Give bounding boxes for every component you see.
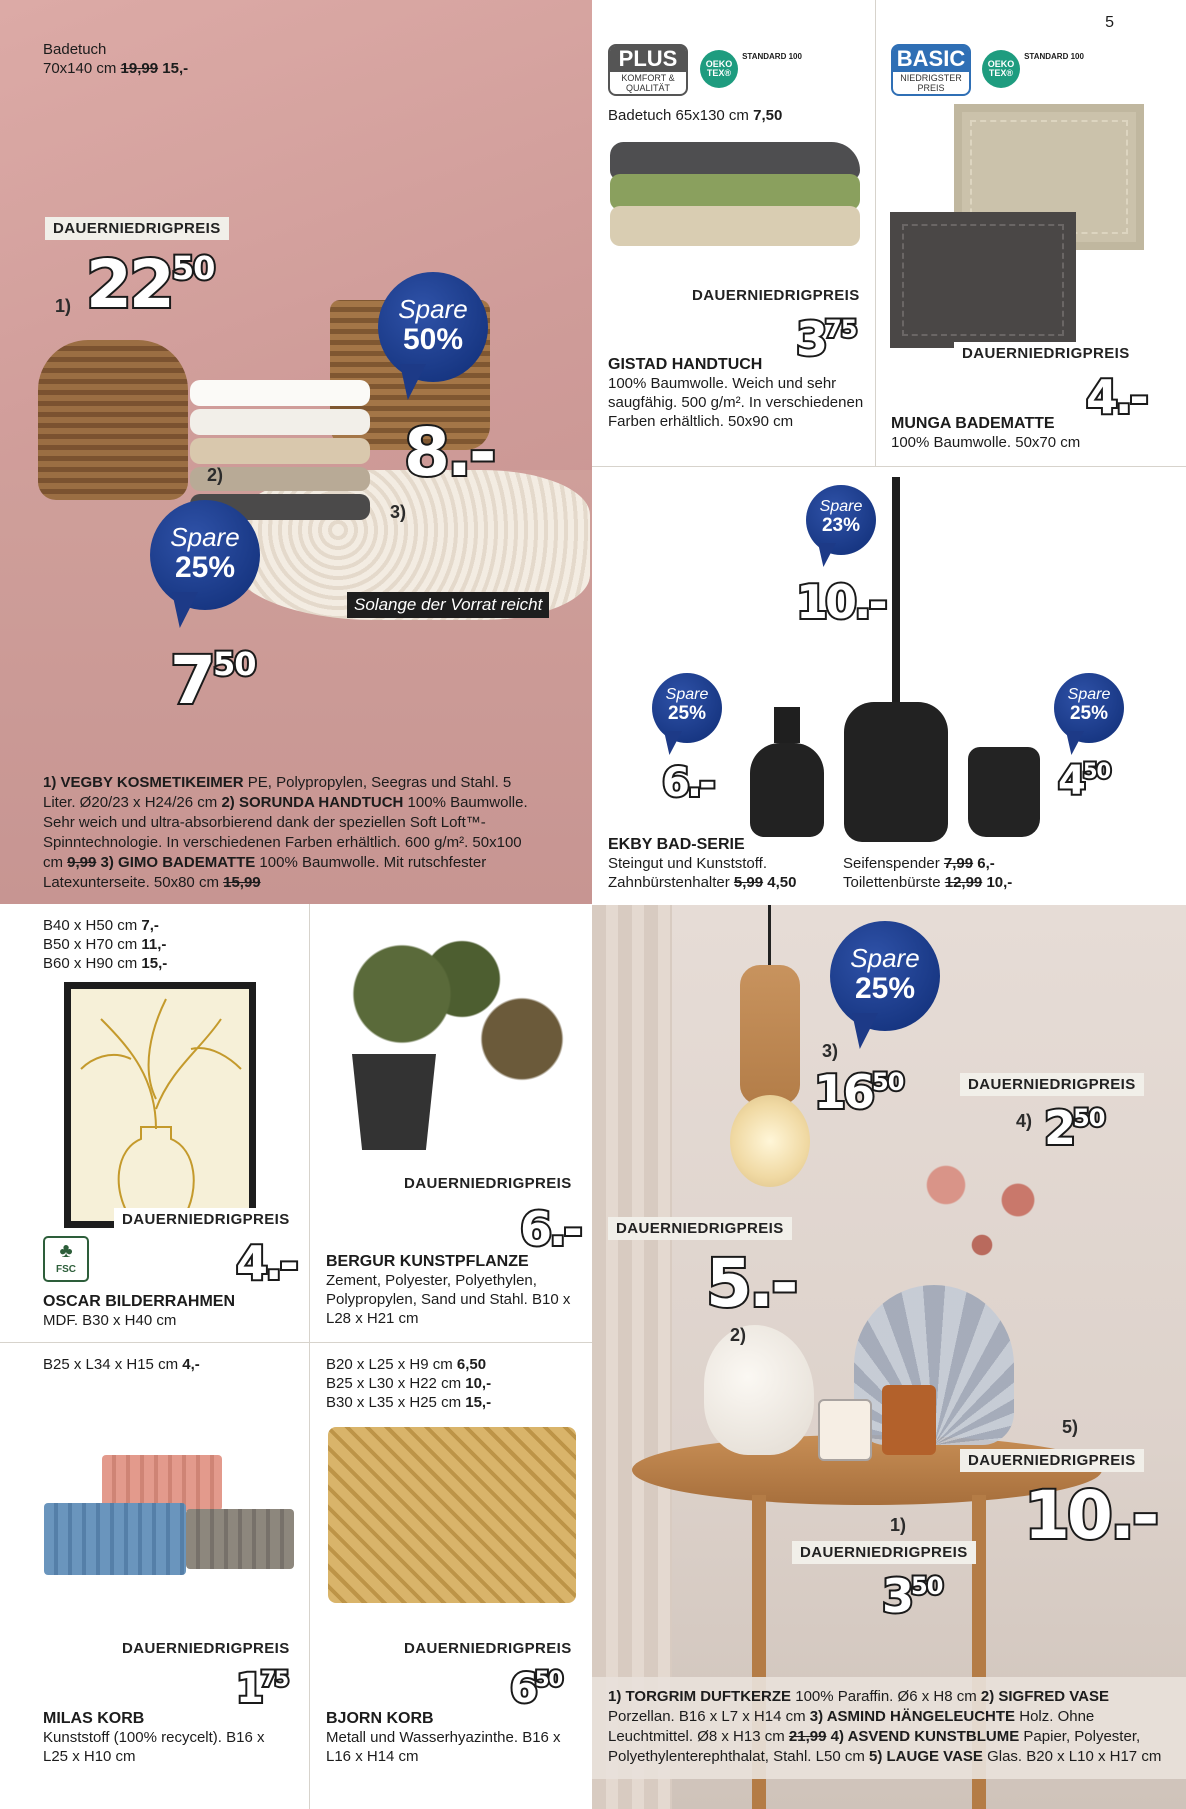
price-torgrim: 350	[882, 1569, 943, 1623]
ekby-panel	[592, 467, 1186, 904]
size-row: B30 x L35 x H25 cm 15,-	[326, 1394, 492, 1411]
dnp-badge-lauge: DAUERNIEDRIGPREIS	[960, 1449, 1144, 1472]
price-munga: 4.-	[1086, 370, 1146, 424]
dnp-badge-sigfred: DAUERNIEDRIGPREIS	[608, 1217, 792, 1240]
bathmat-dark-image	[890, 212, 1076, 348]
promo-panel	[0, 0, 592, 904]
item1-marker: 1)	[890, 1515, 907, 1535]
badetuch-new-price: 15,-	[162, 60, 189, 77]
badetuch-old-price: 19,99	[120, 60, 159, 77]
price-toothbrush-holder: 450	[1058, 758, 1111, 804]
item4-marker: 4)	[1016, 1111, 1033, 1131]
oeko-tex-logo: OEKO TEX®	[700, 50, 738, 88]
gistad-variant: Badetuch 65x130 cm 7,50	[608, 107, 783, 124]
crate-blue-image	[44, 1503, 186, 1575]
spare-25-bubble-deko: Spare 25%	[830, 921, 940, 1031]
item5-marker: 5)	[1062, 1417, 1079, 1437]
item1-marker: 1)	[55, 296, 72, 316]
size-row: B60 x H90 cm 15,-	[43, 955, 168, 972]
spare-25-bubble-right: Spare 25%	[1054, 673, 1124, 743]
spare-25-bubble: Spare 25%	[150, 500, 260, 610]
stock-note: Solange der Vorrat reicht	[347, 592, 549, 618]
soap-dispenser-image	[750, 707, 824, 837]
bergur-panel	[310, 904, 592, 1342]
size-row: B20 x L25 x H9 cm 6,50	[326, 1356, 487, 1373]
towels-image	[610, 142, 860, 264]
artificial-flower-image	[922, 1155, 1042, 1305]
dnp-badge-bergur: DAUERNIEDRIGPREIS	[396, 1172, 580, 1195]
price-sigfred: 5.-	[706, 1245, 796, 1322]
ekby-prices: Seifenspender 7,99 6,- Toilettenbürste 12,99 10,-	[843, 855, 1013, 891]
price-milas: 175	[236, 1666, 289, 1712]
gistad-panel	[592, 0, 875, 466]
bjorn-panel	[310, 1343, 592, 1809]
dnp-badge-bjorn: DAUERNIEDRIGPREIS	[396, 1637, 580, 1660]
bjorn-sizes	[326, 1355, 491, 1412]
ekby-details: EKBY BAD-SERIE Steingut und Kunststoff. Zahnbürstenhalter 5,99 4,50	[608, 836, 797, 891]
spare-25-bubble-left: Spare 25%	[652, 673, 722, 743]
vase-drawing	[71, 989, 249, 1221]
item3-marker: 3)	[390, 502, 407, 522]
page-number: 5	[1105, 14, 1114, 31]
munga-details: MUNGA BADEMATTE 100% Baumwolle. 50x70 cm	[891, 415, 1081, 451]
plant-pot-image	[352, 1054, 436, 1150]
toilet-brush-image	[892, 477, 900, 707]
deko-panel	[592, 905, 1186, 1809]
price-lauge: 10.-	[1024, 1477, 1157, 1554]
price-bjorn: 650	[510, 1666, 563, 1712]
dnp-badge-oscar: DAUERNIEDRIGPREIS	[114, 1208, 298, 1231]
curtain-image	[592, 905, 672, 1809]
item2-marker: 2)	[730, 1325, 747, 1345]
pendant-lamp-image	[740, 965, 800, 1105]
price-asmind: 1650	[814, 1065, 904, 1119]
spare-50-bubble: Spare 50%	[378, 272, 488, 382]
badetuch-dims: 70x140 cm	[43, 60, 117, 77]
spare-23-bubble: Spare 23%	[806, 485, 876, 555]
promo-description: 1) VEGBY KOSMETIKEIMER PE, Polypropylen, Seegras und Stahl. 5 Liter. Ø20/23 x H24/26 cm 2) SORUNDA HANDTUCH 100% Baumwolle. Sehr weich und ultra-absorbierend dank der speziellen Soft Loft™-Spinntechnologie. In verschiedenen Farben erhältlich. 600 g/m². 50x100 cm 9,99 3) GIMO BADEMATTE 100% Baumwolle. Mit rutschfester Latexunterseite. 50x80 cm 15,99	[43, 774, 528, 891]
standard-100: STANDARD 100	[742, 52, 802, 61]
cosmetic-bin-image	[38, 340, 188, 500]
basic-logo: BASIC NIEDRIGSTER PREIS	[891, 44, 971, 96]
dnp-badge-munga: DAUERNIEDRIGPREIS	[954, 342, 1138, 365]
price-gimo: 750	[170, 642, 256, 719]
dnp-badge-promo: DAUERNIEDRIGPREIS	[45, 217, 229, 240]
bjorn-details: BJORN KORB Metall und Wasserhyazinthe. B16 x L16 x H14 cm	[326, 1710, 561, 1765]
plus-logo: PLUS KOMFORT & QUALITÄT	[608, 44, 688, 96]
oscar-panel	[0, 904, 309, 1342]
standard-100: STANDARD 100	[1024, 52, 1084, 61]
dnp-badge-torgrim: DAUERNIEDRIGPREIS	[792, 1541, 976, 1564]
oscar-details: OSCAR BILDERRAHMEN MDF. B30 x H40 cm	[43, 1293, 235, 1329]
towel-stack-image	[190, 380, 370, 520]
size-row: B50 x H70 cm 11,-	[43, 936, 167, 953]
fsc-logo: ♣ FSC	[43, 1236, 89, 1282]
deko-description: 1) TORGRIM DUFTKERZE 100% Paraffin. Ø6 x H8 cm 2) SIGFRED VASE Porzellan. B16 x L7 x H14 cm 3) ASMIND HÄNGELEUCHTE Holz. Ohne Leuchtmittel. Ø8 x H13 cm 21,99 4) ASVEND KUNSTBLUME Papier, Polyester, Polyethylenterephthalat, Stahl. L50 cm 5) LAUGE VASE Glas. B20 x L10 x H17 cm	[592, 1677, 1186, 1779]
scented-candle-image	[818, 1399, 872, 1461]
toothbrush-holder-image	[968, 747, 1040, 837]
wicker-basket-image	[328, 1427, 576, 1603]
picture-frame-image	[64, 982, 256, 1228]
toilet-brush-holder-image	[844, 702, 948, 842]
white-vase-image	[704, 1325, 814, 1455]
milas-details: MILAS KORB Kunststoff (100% recycelt). B16 x L25 x H10 cm	[43, 1710, 265, 1765]
gistad-details: GISTAD HANDTUCH 100% Baumwolle. Weich und sehr saugfähig. 500 g/m². In verschiedenen Farben erhältlich. 50x90 cm	[608, 356, 864, 430]
price-gistad: 375	[796, 312, 857, 366]
oscar-sizes	[43, 916, 167, 973]
milas-panel	[0, 1343, 309, 1809]
size-row: B25 x L30 x H22 cm 10,-	[326, 1375, 492, 1392]
bergur-details: BERGUR KUNSTPFLANZE Zement, Polyester, Polyethylen, Polypropylen, Sand und Stahl. B10 x L28 x H21 cm	[326, 1253, 571, 1327]
price-asvend: 250	[1044, 1101, 1105, 1155]
size-row: B40 x H50 cm 7,-	[43, 917, 159, 934]
price-toilet-brush: 10.-	[796, 575, 885, 629]
crate-grey-image	[186, 1509, 294, 1569]
price-sorunda: 8.-	[404, 414, 494, 491]
light-bulb-image	[730, 1095, 810, 1187]
dnp-badge-gistad: DAUERNIEDRIGPREIS	[684, 284, 868, 307]
amber-jar-image	[882, 1385, 936, 1455]
price-bergur: 6.-	[520, 1202, 580, 1256]
dnp-badge-milas: DAUERNIEDRIGPREIS	[114, 1637, 298, 1660]
item3-marker: 3)	[822, 1041, 839, 1061]
item2-marker: 2)	[207, 465, 224, 485]
price-oscar: 4.-	[236, 1236, 296, 1290]
oeko-tex-logo: OEKO TEX®	[982, 50, 1020, 88]
badetuch-info	[43, 40, 188, 78]
price-vegby: 2250	[86, 246, 215, 323]
dnp-badge-asvend: DAUERNIEDRIGPREIS	[960, 1073, 1144, 1096]
munga-panel	[876, 0, 1186, 466]
price-soap-dispenser: 6.-	[662, 760, 713, 806]
badetuch-label: Badetuch	[43, 41, 107, 58]
milas-size: B25 x L34 x H15 cm 4,-	[43, 1356, 200, 1373]
